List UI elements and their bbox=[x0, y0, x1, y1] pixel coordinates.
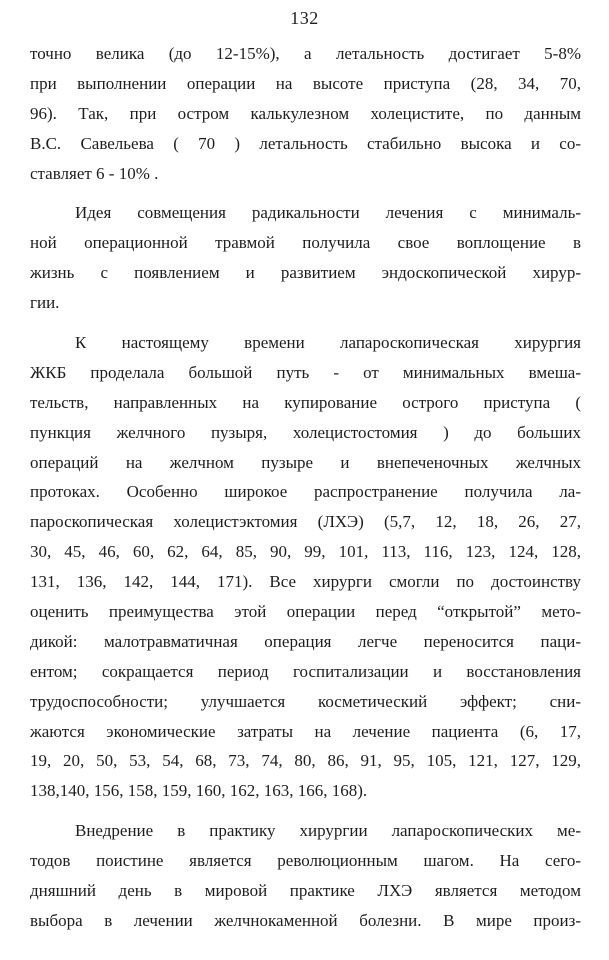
text-line: тодов поистине является революционным шагом. На сего- bbox=[30, 851, 581, 871]
paragraph-3 bbox=[30, 328, 581, 806]
paragraph-4 bbox=[30, 816, 581, 936]
text-line: дикой: малотравматичная операция легче переносится паци- bbox=[30, 631, 581, 651]
text-line: 96). Так, при остром калькулезном холецистите, по данным bbox=[30, 103, 581, 123]
text-line: выбора в лечении желчнокаменной болезни. В мире произ- bbox=[30, 910, 581, 930]
text-line: 138,140, 156, 158, 159, 160, 162, 163, 166, 168). bbox=[30, 781, 368, 801]
text-line: трудоспособности; улучшается косметический эффект; сни- bbox=[30, 691, 581, 711]
paragraph-gap bbox=[30, 188, 581, 198]
text-line: ной операционной травмой получила свое воплощение в bbox=[30, 233, 581, 253]
body-text bbox=[30, 39, 581, 936]
paragraph-2 bbox=[30, 198, 581, 318]
text-line: В.С. Савельева ( 70 ) летальность стабильно высока и со- bbox=[30, 133, 581, 153]
text-line: жизнь с появлением и развитием эндоскопической хирур- bbox=[30, 263, 581, 283]
paragraph-1 bbox=[30, 39, 581, 188]
text-line: 131, 136, 142, 144, 171). Все хирурги смогли по достоинству bbox=[30, 572, 581, 592]
text-line: 30, 45, 46, 60, 62, 64, 85, 90, 99, 101, 113, 116, 123, 124, 128, bbox=[30, 542, 581, 562]
text-line: ставляет 6 - 10% . bbox=[30, 163, 159, 183]
text-line: протоках. Особенно широкое распространение получила ла- bbox=[30, 482, 581, 502]
text-line: жаются экономические затраты на лечение пациента (6, 17, bbox=[30, 721, 581, 741]
paragraph-gap bbox=[30, 806, 581, 816]
text-line: пароскопическая холецистэктомия (ЛХЭ) (5,7, 12, 18, 26, 27, bbox=[30, 512, 581, 532]
text-line: гии. bbox=[30, 293, 60, 313]
text-line: точно велика (до 12-15%), а летальность достигает 5-8% bbox=[30, 44, 581, 63]
text-line: Идея совмещения радикальности лечения с минималь- bbox=[75, 203, 581, 223]
text-line: ЖКБ проделала большой путь - от минимальных вмеша- bbox=[30, 362, 581, 382]
paragraph-gap bbox=[30, 318, 581, 328]
text-line: тельств, направленных на купирование острого приступа ( bbox=[30, 392, 581, 412]
text-line: К настоящему времени лапароскопическая хирургия bbox=[75, 333, 581, 353]
text-line: дняшний день в мировой практике ЛХЭ является методом bbox=[30, 881, 581, 901]
text-line: оценить преимущества этой операции перед “открытой” мето- bbox=[30, 602, 581, 622]
text-line: операций на желчном пузыре и внепеченочных желчных bbox=[30, 452, 581, 472]
text-line: 19, 20, 50, 53, 54, 68, 73, 74, 80, 86, 91, 95, 105, 121, 127, 129, bbox=[30, 751, 581, 771]
text-line: ентом; сокращается период госпитализации и восстановления bbox=[30, 661, 581, 681]
page-number: 132 bbox=[290, 8, 319, 28]
text-line: при выполнении операции на высоте приступа (28, 34, 70, bbox=[30, 73, 581, 93]
text-line: пункция желчного пузыря, холецистостомия ) до больших bbox=[30, 422, 581, 442]
text-line: Внедрение в практику хирургии лапароскопических ме- bbox=[75, 821, 581, 841]
